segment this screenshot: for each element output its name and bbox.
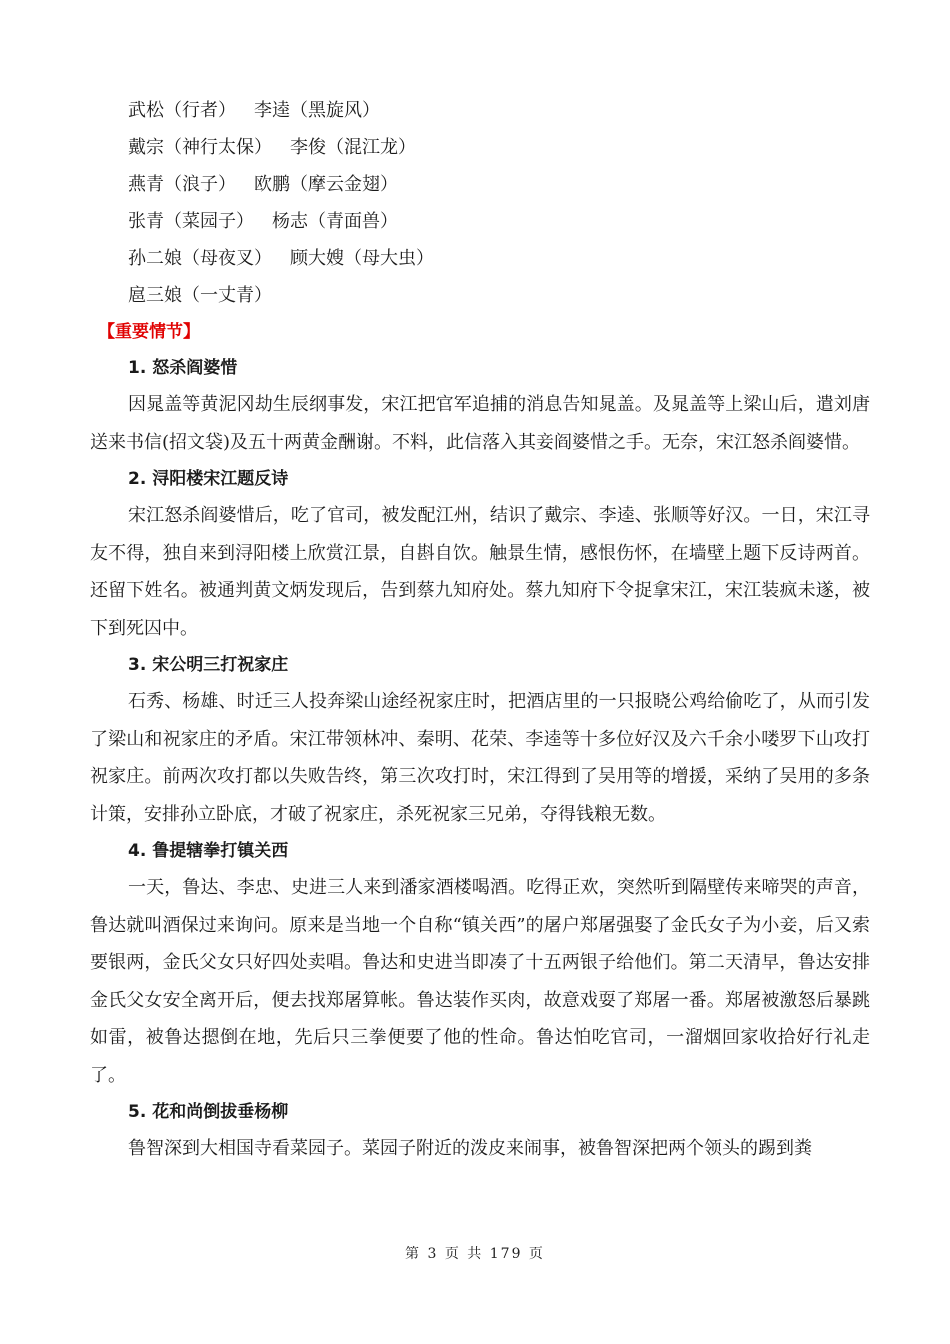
- plot-paragraph: 鲁智深到大相国寺看菜园子。菜园子附近的泼皮来闹事，被鲁智深把两个领头的踢到粪: [128, 1138, 812, 1159]
- character-line: [90, 129, 870, 166]
- character-line: [90, 240, 870, 277]
- section-heading: 【重要情节】: [98, 322, 200, 342]
- page-number-footer: 第 3 页 共 179 页: [405, 1246, 545, 1262]
- plot-title: 1. 怒杀阎婆惜: [128, 358, 238, 378]
- character-line: [90, 166, 870, 203]
- character-name: 杨志（青面兽）: [272, 211, 398, 232]
- plot-title: 5. 花和尚倒拔垂杨柳: [128, 1102, 289, 1122]
- page-content: [90, 92, 870, 1168]
- character-line: [90, 203, 870, 240]
- character-name: 扈三娘（一丈青）: [128, 285, 272, 306]
- character-name: 戴宗（神行太保）: [128, 137, 272, 158]
- plot-title: 3. 宋公明三打祝家庄: [128, 655, 289, 675]
- character-name: 顾大嫂（母大虫）: [290, 248, 434, 269]
- character-name: 燕青（浪子）: [128, 174, 236, 195]
- plot-title: 2. 浔阳楼宋江题反诗: [128, 469, 289, 489]
- plot-title: 4. 鲁提辖拳打镇关西: [128, 841, 289, 861]
- character-name: 武松（行者）: [128, 100, 236, 121]
- character-name: 孙二娘（母夜叉）: [128, 248, 272, 269]
- character-line: [90, 277, 870, 314]
- plot-paragraph: 一天，鲁达、李忠、史进三人来到潘家酒楼喝酒。吃得正欢，突然听到隔壁传来啼哭的声音，鲁达就叫酒保过来询问。原来是当地一个自称“镇关西”的屠户郑屠强娶了金氏女子为小妾，后又索要银两，金氏父女只好四处卖唱。鲁达和史进当即凑了十五两银子给他们。第二天清早，鲁达安排金氏父女安全离开后，便去找郑屠算帐。鲁达装作买肉，故意戏耍了郑屠一番。郑屠被激怒后暴跳如雷，被鲁达摁倒在地，先后只三拳便要了他的性命。鲁达怕吃官司，一溜烟回家收拾好行礼走了。: [90, 877, 870, 1086]
- plot-paragraph: 因晁盖等黄泥冈劫生辰纲事发，宋江把官军追捕的消息告知晁盖。及晁盖等上梁山后，遣刘唐送来书信(招文袋)及五十两黄金酬谢。不料，此信落入其妾阎婆惜之手。无奈，宋江怒杀阎婆惜。: [90, 394, 870, 453]
- character-name: 李俊（混江龙）: [290, 137, 416, 158]
- plot-paragraph: 石秀、杨雄、时迁三人投奔梁山途经祝家庄时，把酒店里的一只报晓公鸡给偷吃了，从而引发了梁山和祝家庄的矛盾。宋江带领林冲、秦明、花荣、李逵等十多位好汉及六千余小喽罗下山攻打祝家庄。前两次攻打都以失败告终，第三次攻打时，宋江得到了吴用等的增援，采纳了吴用的多条计策，安排孙立卧底，才破了祝家庄，杀死祝家三兄弟，夺得钱粮无数。: [90, 691, 870, 825]
- character-name: 张青（菜园子）: [128, 211, 254, 232]
- character-name: 李逵（黑旋风）: [254, 100, 380, 121]
- character-line: [90, 92, 870, 129]
- plot-paragraph: 宋江怒杀阎婆惜后，吃了官司，被发配江州，结识了戴宗、李逵、张顺等好汉。一日，宋江寻友不得，独自来到浔阳楼上欣赏江景，自斟自饮。触景生情，感恨伤怀，在墙壁上题下反诗两首。还留下姓名。被通判黄文炳发现后，告到蔡九知府处。蔡九知府下令捉拿宋江，宋江装疯未遂，被下到死囚中。: [90, 505, 870, 639]
- character-name: 欧鹏（摩云金翅）: [254, 174, 398, 195]
